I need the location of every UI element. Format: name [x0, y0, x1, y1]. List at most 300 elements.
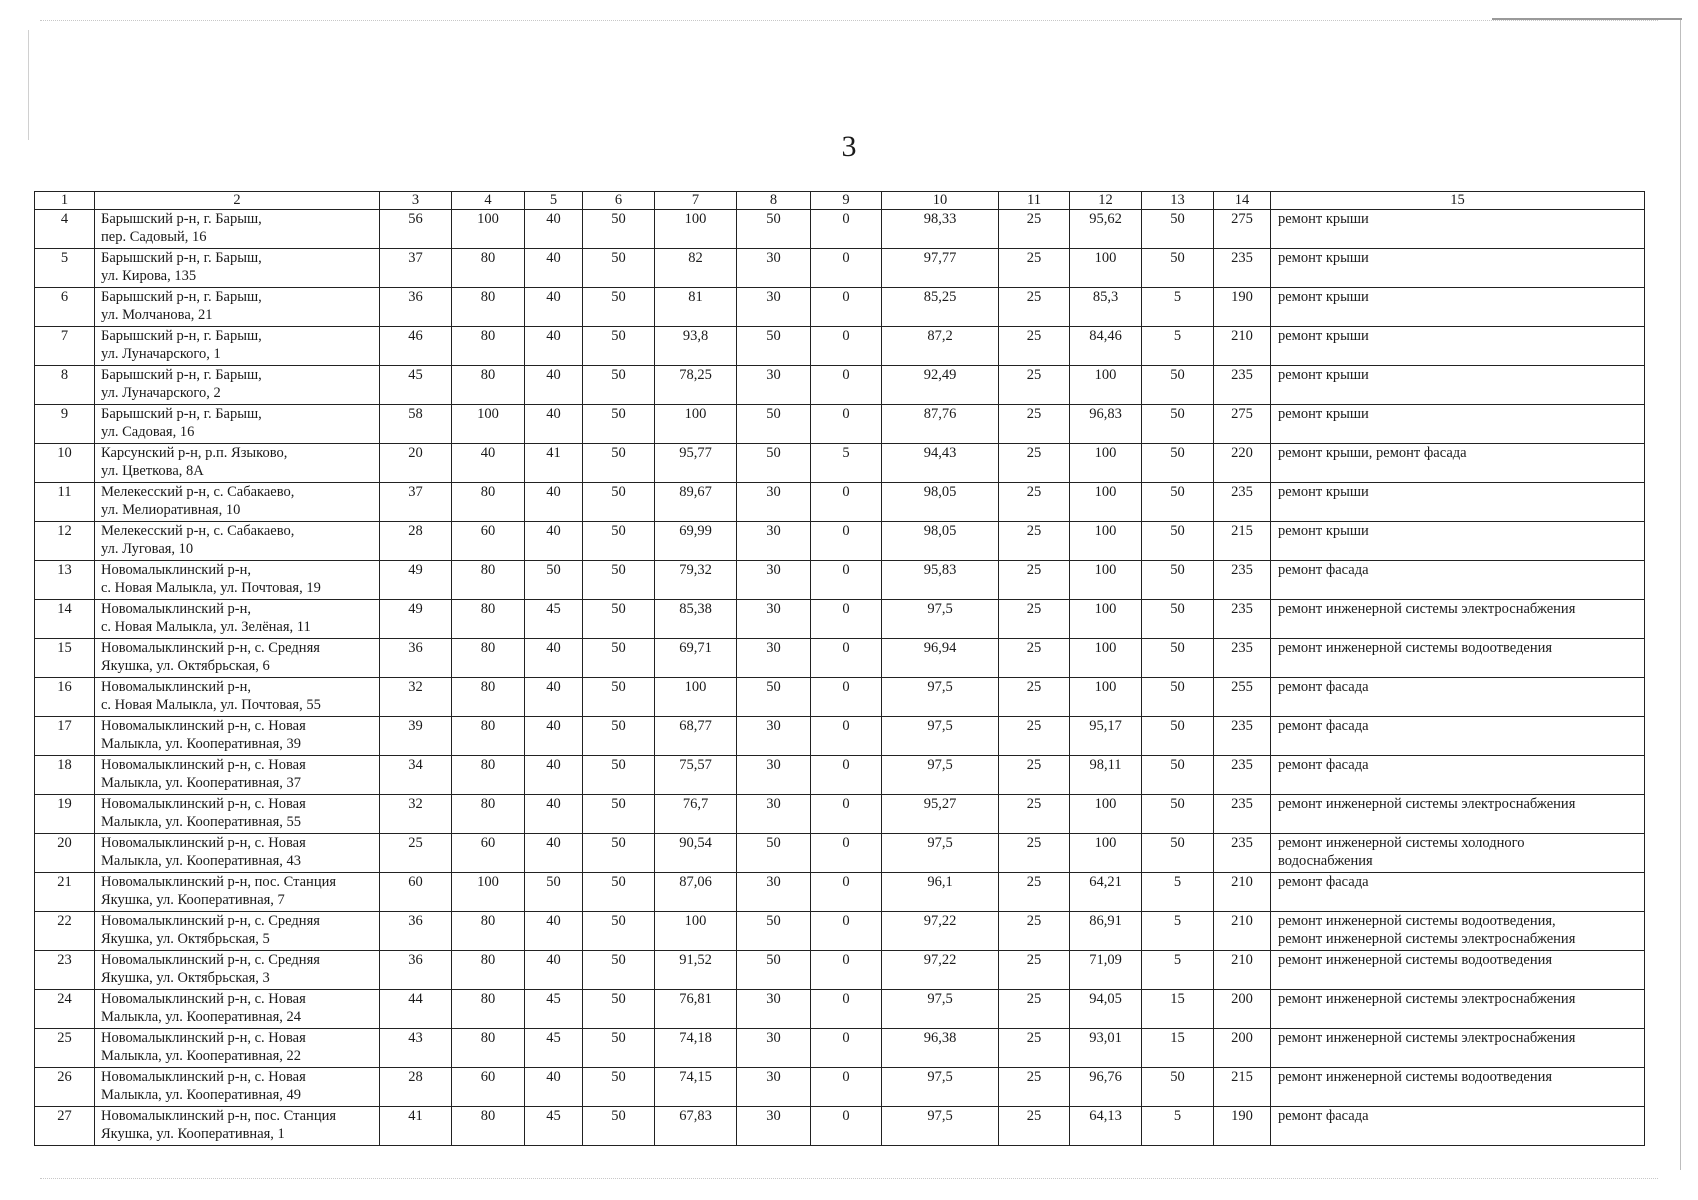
table-row — [35, 444, 1645, 483]
cell-col-7: 69,99 — [655, 522, 737, 561]
cell-col-3: 28 — [380, 1068, 452, 1107]
cell-col-11: 25 — [999, 795, 1070, 834]
cell-col-7: 82 — [655, 249, 737, 288]
cell-col-6: 50 — [583, 600, 655, 639]
cell-col-3: 45 — [380, 366, 452, 405]
cell-col-13: 50 — [1142, 366, 1214, 405]
cell-col-10: 95,83 — [882, 561, 999, 600]
cell-work-type: ремонт инженерной системы электроснабжения — [1271, 1029, 1645, 1068]
cell-col-5: 40 — [525, 834, 583, 873]
cell-work-type: ремонт инженерной системы электроснабжения — [1271, 795, 1645, 834]
cell-work-type: ремонт инженерной системы электроснабжения — [1271, 990, 1645, 1029]
cell-col-5: 40 — [525, 639, 583, 678]
cell-col-10: 87,76 — [882, 405, 999, 444]
cell-address: Новомалыклинский р-н, с. Новая Малыкла, ул. Кооперативная, 24 — [95, 990, 380, 1029]
cell-col-4: 60 — [452, 522, 525, 561]
cell-col-10: 85,25 — [882, 288, 999, 327]
cell-col-5: 45 — [525, 600, 583, 639]
cell-col-12: 95,17 — [1070, 717, 1142, 756]
cell-col-7: 100 — [655, 405, 737, 444]
cell-col-5: 40 — [525, 1068, 583, 1107]
cell-col-3: 60 — [380, 873, 452, 912]
cell-col-6: 50 — [583, 1107, 655, 1146]
cell-col-4: 80 — [452, 639, 525, 678]
cell-col-8: 30 — [737, 483, 811, 522]
cell-row-number: 21 — [35, 873, 95, 912]
cell-col-12: 100 — [1070, 249, 1142, 288]
cell-col-4: 80 — [452, 1029, 525, 1068]
cell-col-3: 37 — [380, 249, 452, 288]
table-row — [35, 561, 1645, 600]
cell-col-12: 93,01 — [1070, 1029, 1142, 1068]
cell-col-7: 75,57 — [655, 756, 737, 795]
cell-total-score: 210 — [1214, 873, 1271, 912]
cell-col-4: 80 — [452, 912, 525, 951]
cell-col-8: 50 — [737, 327, 811, 366]
table-row — [35, 483, 1645, 522]
cell-col-3: 32 — [380, 678, 452, 717]
cell-col-6: 50 — [583, 912, 655, 951]
cell-col-8: 30 — [737, 639, 811, 678]
cell-col-8: 30 — [737, 288, 811, 327]
cell-row-number: 27 — [35, 1107, 95, 1146]
table-row — [35, 288, 1645, 327]
cell-total-score: 235 — [1214, 600, 1271, 639]
cell-col-11: 25 — [999, 756, 1070, 795]
cell-col-5: 40 — [525, 405, 583, 444]
cell-col-13: 5 — [1142, 951, 1214, 990]
cell-col-6: 50 — [583, 483, 655, 522]
cell-col-8: 50 — [737, 405, 811, 444]
cell-row-number: 9 — [35, 405, 95, 444]
cell-col-3: 39 — [380, 717, 452, 756]
cell-col-12: 64,13 — [1070, 1107, 1142, 1146]
cell-col-8: 30 — [737, 990, 811, 1029]
cell-col-12: 85,3 — [1070, 288, 1142, 327]
cell-col-10: 97,5 — [882, 1068, 999, 1107]
cell-col-6: 50 — [583, 951, 655, 990]
cell-col-4: 80 — [452, 600, 525, 639]
cell-total-score: 235 — [1214, 717, 1271, 756]
cell-col-7: 93,8 — [655, 327, 737, 366]
cell-total-score: 215 — [1214, 522, 1271, 561]
cell-row-number: 13 — [35, 561, 95, 600]
cell-col-8: 30 — [737, 366, 811, 405]
cell-col-7: 76,7 — [655, 795, 737, 834]
cell-total-score: 235 — [1214, 756, 1271, 795]
cell-row-number: 5 — [35, 249, 95, 288]
cell-col-10: 96,94 — [882, 639, 999, 678]
cell-col-7: 68,77 — [655, 717, 737, 756]
cell-address: Барышский р-н, г. Барыш, ул. Молчанова, 21 — [95, 288, 380, 327]
cell-col-5: 40 — [525, 795, 583, 834]
cell-col-5: 40 — [525, 210, 583, 249]
cell-col-7: 81 — [655, 288, 737, 327]
cell-col-4: 80 — [452, 717, 525, 756]
cell-address: Новомалыклинский р-н, с. Средняя Якушка, ул. Октябрьская, 5 — [95, 912, 380, 951]
cell-col-7: 100 — [655, 678, 737, 717]
column-header-6: 6 — [583, 192, 655, 210]
cell-col-4: 80 — [452, 678, 525, 717]
cell-total-score: 210 — [1214, 951, 1271, 990]
cell-col-8: 50 — [737, 951, 811, 990]
cell-col-3: 36 — [380, 912, 452, 951]
table-row — [35, 600, 1645, 639]
cell-col-13: 5 — [1142, 288, 1214, 327]
cell-col-9: 0 — [811, 951, 882, 990]
cell-col-9: 0 — [811, 912, 882, 951]
cell-col-8: 30 — [737, 795, 811, 834]
cell-col-4: 80 — [452, 249, 525, 288]
cell-col-11: 25 — [999, 873, 1070, 912]
cell-col-7: 89,67 — [655, 483, 737, 522]
cell-work-type: ремонт крыши — [1271, 483, 1645, 522]
cell-col-11: 25 — [999, 210, 1070, 249]
cell-col-7: 79,32 — [655, 561, 737, 600]
cell-col-5: 50 — [525, 873, 583, 912]
cell-col-7: 90,54 — [655, 834, 737, 873]
cell-col-12: 94,05 — [1070, 990, 1142, 1029]
cell-col-7: 76,81 — [655, 990, 737, 1029]
cell-col-11: 25 — [999, 834, 1070, 873]
cell-col-11: 25 — [999, 951, 1070, 990]
cell-total-score: 210 — [1214, 327, 1271, 366]
column-header-9: 9 — [811, 192, 882, 210]
cell-col-9: 0 — [811, 834, 882, 873]
cell-work-type: ремонт крыши — [1271, 288, 1645, 327]
cell-work-type: ремонт крыши, ремонт фасада — [1271, 444, 1645, 483]
cell-col-9: 0 — [811, 678, 882, 717]
cell-col-10: 97,5 — [882, 600, 999, 639]
cell-col-4: 80 — [452, 951, 525, 990]
cell-total-score: 235 — [1214, 366, 1271, 405]
cell-col-12: 100 — [1070, 483, 1142, 522]
table-row — [35, 327, 1645, 366]
column-header-11: 11 — [999, 192, 1070, 210]
cell-work-type: ремонт фасада — [1271, 717, 1645, 756]
table-row — [35, 405, 1645, 444]
cell-col-8: 30 — [737, 600, 811, 639]
cell-col-5: 40 — [525, 483, 583, 522]
cell-col-10: 87,2 — [882, 327, 999, 366]
cell-address: Новомалыклинский р-н, с. Новая Малыкла, ул. Зелёная, 11 — [95, 600, 380, 639]
table-row — [35, 951, 1645, 990]
cell-row-number: 20 — [35, 834, 95, 873]
cell-col-11: 25 — [999, 912, 1070, 951]
cell-col-13: 50 — [1142, 249, 1214, 288]
cell-col-7: 87,06 — [655, 873, 737, 912]
cell-total-score: 200 — [1214, 990, 1271, 1029]
cell-col-4: 80 — [452, 366, 525, 405]
cell-col-8: 50 — [737, 834, 811, 873]
cell-row-number: 22 — [35, 912, 95, 951]
cell-work-type: ремонт инженерной системы холодного водоснабжения — [1271, 834, 1645, 873]
cell-col-12: 100 — [1070, 522, 1142, 561]
cell-col-11: 25 — [999, 483, 1070, 522]
cell-col-5: 50 — [525, 561, 583, 600]
cell-row-number: 18 — [35, 756, 95, 795]
cell-col-3: 36 — [380, 288, 452, 327]
cell-row-number: 6 — [35, 288, 95, 327]
cell-col-5: 40 — [525, 678, 583, 717]
cell-col-3: 28 — [380, 522, 452, 561]
cell-col-6: 50 — [583, 678, 655, 717]
cell-col-6: 50 — [583, 366, 655, 405]
cell-col-7: 100 — [655, 210, 737, 249]
cell-col-11: 25 — [999, 522, 1070, 561]
column-header-12: 12 — [1070, 192, 1142, 210]
table-row — [35, 678, 1645, 717]
cell-col-5: 40 — [525, 249, 583, 288]
cell-col-5: 40 — [525, 951, 583, 990]
table-body — [35, 210, 1645, 1146]
cell-col-9: 0 — [811, 639, 882, 678]
cell-row-number: 17 — [35, 717, 95, 756]
cell-col-7: 74,15 — [655, 1068, 737, 1107]
cell-address: Мелекесский р-н, с. Сабакаево, ул. Луговая, 10 — [95, 522, 380, 561]
cell-row-number: 15 — [35, 639, 95, 678]
cell-row-number: 7 — [35, 327, 95, 366]
table-row — [35, 834, 1645, 873]
cell-row-number: 25 — [35, 1029, 95, 1068]
cell-col-4: 80 — [452, 327, 525, 366]
cell-col-13: 15 — [1142, 990, 1214, 1029]
cell-col-8: 30 — [737, 1029, 811, 1068]
cell-col-5: 40 — [525, 327, 583, 366]
cell-col-3: 32 — [380, 795, 452, 834]
cell-col-3: 56 — [380, 210, 452, 249]
cell-work-type: ремонт крыши — [1271, 249, 1645, 288]
cell-col-4: 80 — [452, 795, 525, 834]
cell-col-5: 40 — [525, 717, 583, 756]
cell-col-8: 50 — [737, 444, 811, 483]
cell-col-5: 45 — [525, 1029, 583, 1068]
cell-col-9: 0 — [811, 522, 882, 561]
cell-col-6: 50 — [583, 522, 655, 561]
cell-row-number: 16 — [35, 678, 95, 717]
cell-work-type: ремонт крыши — [1271, 210, 1645, 249]
cell-address: Барышский р-н, г. Барыш, пер. Садовый, 16 — [95, 210, 380, 249]
cell-work-type: ремонт крыши — [1271, 405, 1645, 444]
cell-work-type: ремонт инженерной системы водоотведения — [1271, 1068, 1645, 1107]
cell-col-9: 0 — [811, 366, 882, 405]
cell-col-12: 96,76 — [1070, 1068, 1142, 1107]
cell-address: Новомалыклинский р-н, с. Новая Малыкла, ул. Кооперативная, 43 — [95, 834, 380, 873]
cell-col-8: 50 — [737, 678, 811, 717]
cell-col-13: 15 — [1142, 1029, 1214, 1068]
cell-col-5: 40 — [525, 288, 583, 327]
cell-col-5: 40 — [525, 366, 583, 405]
cell-col-9: 0 — [811, 795, 882, 834]
cell-total-score: 215 — [1214, 1068, 1271, 1107]
column-header-1: 1 — [35, 192, 95, 210]
cell-col-4: 80 — [452, 561, 525, 600]
table-row — [35, 912, 1645, 951]
cell-col-11: 25 — [999, 1068, 1070, 1107]
cell-total-score: 235 — [1214, 483, 1271, 522]
cell-col-7: 91,52 — [655, 951, 737, 990]
column-header-8: 8 — [737, 192, 811, 210]
column-header-5: 5 — [525, 192, 583, 210]
cell-col-10: 97,5 — [882, 990, 999, 1029]
column-header-3: 3 — [380, 192, 452, 210]
cell-col-9: 0 — [811, 405, 882, 444]
table-row — [35, 873, 1645, 912]
cell-col-3: 44 — [380, 990, 452, 1029]
cell-col-13: 50 — [1142, 210, 1214, 249]
column-header-10: 10 — [882, 192, 999, 210]
cell-col-10: 96,38 — [882, 1029, 999, 1068]
cell-row-number: 19 — [35, 795, 95, 834]
cell-col-11: 25 — [999, 678, 1070, 717]
cell-col-11: 25 — [999, 366, 1070, 405]
cell-col-10: 97,77 — [882, 249, 999, 288]
cell-col-11: 25 — [999, 1029, 1070, 1068]
cell-col-3: 46 — [380, 327, 452, 366]
cell-col-6: 50 — [583, 288, 655, 327]
cell-col-8: 30 — [737, 561, 811, 600]
column-header-7: 7 — [655, 192, 737, 210]
cell-address: Барышский р-н, г. Барыш, ул. Кирова, 135 — [95, 249, 380, 288]
cell-col-9: 0 — [811, 327, 882, 366]
cell-address: Барышский р-н, г. Барыш, ул. Садовая, 16 — [95, 405, 380, 444]
cell-col-6: 50 — [583, 405, 655, 444]
cell-col-13: 50 — [1142, 834, 1214, 873]
cell-col-11: 25 — [999, 288, 1070, 327]
cell-col-12: 100 — [1070, 600, 1142, 639]
cell-col-4: 100 — [452, 210, 525, 249]
cell-col-9: 0 — [811, 717, 882, 756]
cell-col-4: 60 — [452, 1068, 525, 1107]
cell-col-12: 100 — [1070, 639, 1142, 678]
cell-col-6: 50 — [583, 873, 655, 912]
cell-col-10: 97,5 — [882, 678, 999, 717]
cell-address: Новомалыклинский р-н, с. Средняя Якушка, ул. Октябрьская, 3 — [95, 951, 380, 990]
cell-col-12: 100 — [1070, 834, 1142, 873]
cell-address: Новомалыклинский р-н, с. Новая Малыкла, ул. Кооперативная, 22 — [95, 1029, 380, 1068]
cell-col-10: 96,1 — [882, 873, 999, 912]
table-row — [35, 1068, 1645, 1107]
cell-total-score: 275 — [1214, 210, 1271, 249]
cell-total-score: 190 — [1214, 1107, 1271, 1146]
table-row — [35, 795, 1645, 834]
cell-col-11: 25 — [999, 405, 1070, 444]
column-header-4: 4 — [452, 192, 525, 210]
cell-col-3: 37 — [380, 483, 452, 522]
cell-col-11: 25 — [999, 561, 1070, 600]
cell-col-9: 5 — [811, 444, 882, 483]
cell-col-4: 80 — [452, 288, 525, 327]
cell-col-7: 67,83 — [655, 1107, 737, 1146]
cell-col-4: 100 — [452, 405, 525, 444]
cell-col-11: 25 — [999, 249, 1070, 288]
cell-col-6: 50 — [583, 756, 655, 795]
cell-col-4: 80 — [452, 990, 525, 1029]
cell-total-score: 235 — [1214, 795, 1271, 834]
cell-col-4: 80 — [452, 483, 525, 522]
cell-col-5: 45 — [525, 990, 583, 1029]
cell-total-score: 255 — [1214, 678, 1271, 717]
table-row — [35, 522, 1645, 561]
cell-col-7: 69,71 — [655, 639, 737, 678]
cell-col-10: 92,49 — [882, 366, 999, 405]
cell-total-score: 220 — [1214, 444, 1271, 483]
scan-edge-left — [28, 30, 30, 140]
cell-col-9: 0 — [811, 1107, 882, 1146]
cell-row-number: 11 — [35, 483, 95, 522]
cell-col-6: 50 — [583, 444, 655, 483]
cell-col-7: 78,25 — [655, 366, 737, 405]
cell-col-12: 98,11 — [1070, 756, 1142, 795]
cell-row-number: 8 — [35, 366, 95, 405]
table-row — [35, 639, 1645, 678]
cell-col-4: 60 — [452, 834, 525, 873]
cell-col-13: 50 — [1142, 1068, 1214, 1107]
cell-total-score: 210 — [1214, 912, 1271, 951]
cell-work-type: ремонт фасада — [1271, 678, 1645, 717]
cell-col-13: 5 — [1142, 873, 1214, 912]
cell-col-8: 30 — [737, 717, 811, 756]
cell-col-9: 0 — [811, 561, 882, 600]
cell-col-9: 0 — [811, 990, 882, 1029]
cell-address: Барышский р-н, г. Барыш, ул. Луначарского, 2 — [95, 366, 380, 405]
cell-address: Новомалыклинский р-н, с. Новая Малыкла, ул. Кооперативная, 49 — [95, 1068, 380, 1107]
cell-col-12: 100 — [1070, 678, 1142, 717]
cell-col-12: 100 — [1070, 366, 1142, 405]
cell-row-number: 26 — [35, 1068, 95, 1107]
cell-col-12: 100 — [1070, 444, 1142, 483]
cell-address: Новомалыклинский р-н, с. Новая Малыкла, ул. Почтовая, 55 — [95, 678, 380, 717]
cell-col-13: 50 — [1142, 405, 1214, 444]
cell-col-12: 84,46 — [1070, 327, 1142, 366]
cell-col-13: 50 — [1142, 600, 1214, 639]
cell-col-6: 50 — [583, 639, 655, 678]
cell-col-11: 25 — [999, 600, 1070, 639]
cell-address: Новомалыклинский р-н, с. Новая Малыкла, ул. Почтовая, 19 — [95, 561, 380, 600]
table-row — [35, 366, 1645, 405]
header-row — [35, 192, 1645, 210]
table-row — [35, 717, 1645, 756]
cell-row-number: 23 — [35, 951, 95, 990]
cell-col-4: 40 — [452, 444, 525, 483]
cell-col-10: 98,05 — [882, 522, 999, 561]
cell-col-13: 50 — [1142, 444, 1214, 483]
cell-col-11: 25 — [999, 327, 1070, 366]
cell-col-3: 36 — [380, 951, 452, 990]
table-row — [35, 756, 1645, 795]
cell-col-13: 5 — [1142, 327, 1214, 366]
cell-col-12: 95,62 — [1070, 210, 1142, 249]
cell-col-5: 45 — [525, 1107, 583, 1146]
cell-col-6: 50 — [583, 795, 655, 834]
cell-col-7: 85,38 — [655, 600, 737, 639]
cell-col-8: 30 — [737, 522, 811, 561]
cell-address: Новомалыклинский р-н, с. Новая Малыкла, ул. Кооперативная, 55 — [95, 795, 380, 834]
cell-col-3: 36 — [380, 639, 452, 678]
cell-address: Новомалыклинский р-н, с. Новая Малыкла, ул. Кооперативная, 37 — [95, 756, 380, 795]
cell-col-4: 100 — [452, 873, 525, 912]
cell-total-score: 200 — [1214, 1029, 1271, 1068]
cell-col-12: 100 — [1070, 561, 1142, 600]
cell-address: Новомалыклинский р-н, пос. Станция Якушка, ул. Кооперативная, 1 — [95, 1107, 380, 1146]
cell-col-13: 50 — [1142, 678, 1214, 717]
cell-col-11: 25 — [999, 990, 1070, 1029]
cell-col-10: 97,22 — [882, 951, 999, 990]
cell-address: Новомалыклинский р-н, с. Новая Малыкла, ул. Кооперативная, 39 — [95, 717, 380, 756]
cell-col-4: 80 — [452, 756, 525, 795]
cell-col-10: 97,5 — [882, 834, 999, 873]
cell-col-13: 50 — [1142, 795, 1214, 834]
